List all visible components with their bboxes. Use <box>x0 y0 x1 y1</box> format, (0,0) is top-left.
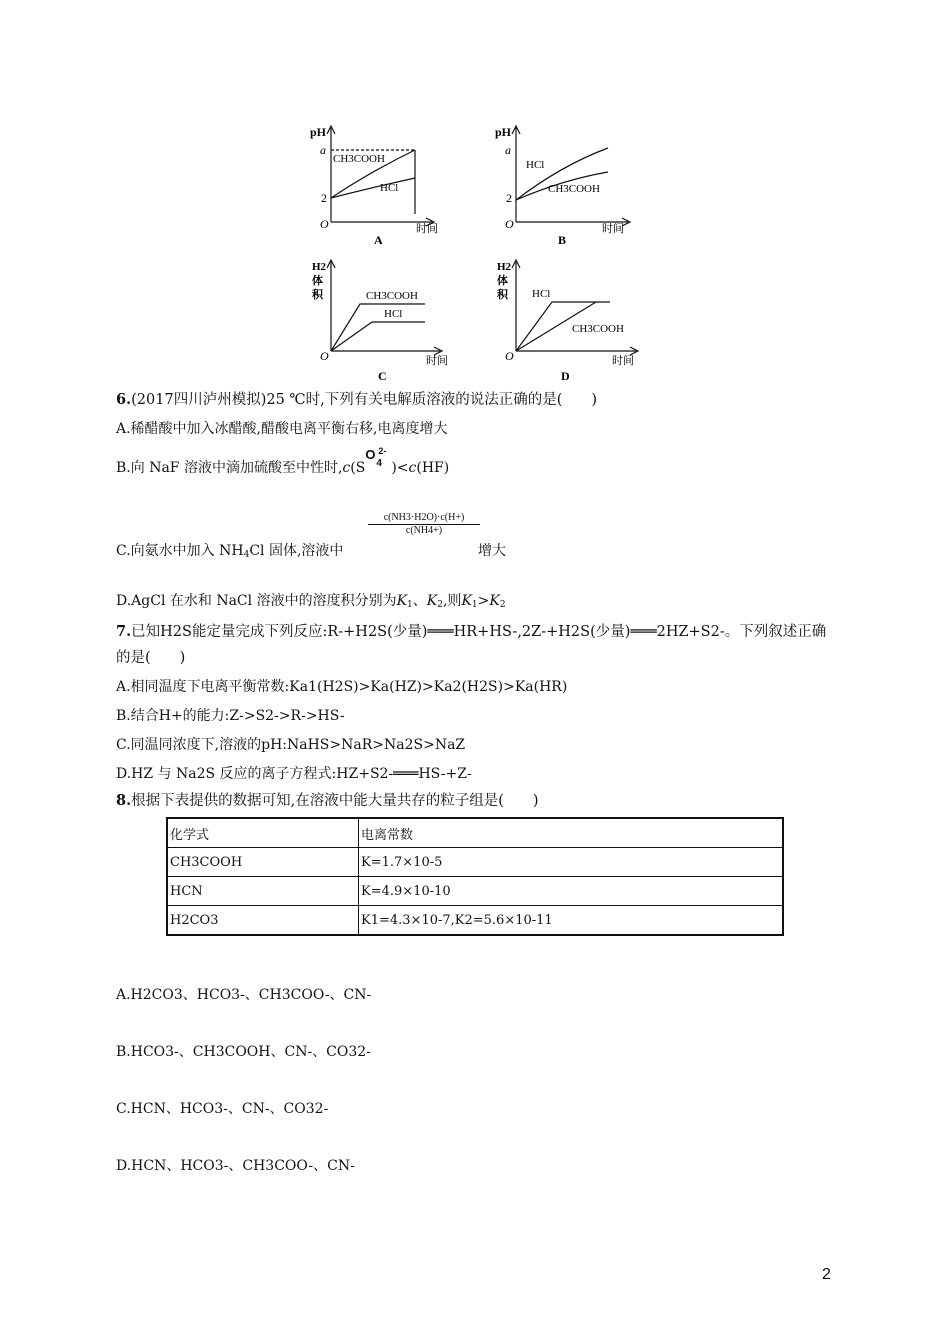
graph-a-curve-upper: CH3COOH <box>333 153 385 165</box>
ionization-constants-table <box>166 817 784 936</box>
graph-b-curve-upper: HCl <box>526 159 545 171</box>
graph-d-origin: O <box>505 349 514 363</box>
graph-b-curve-lower: CH3COOH <box>548 183 600 195</box>
q8-number: 8. <box>116 792 132 809</box>
q7-stem-line2: 的是( ) <box>116 650 186 666</box>
graph-a-tick-2: 2 <box>321 191 327 205</box>
q6-option-d: D.AgCl 在水和 NaCl 溶液中的溶度积分别为$K_1$、$K_2$,则$K_1>K_2$ <box>116 593 506 610</box>
q7-number: 7. <box>116 623 132 640</box>
q8-option-a: A.H2CO3、HCO3-、CH3COO-、CN- <box>116 987 372 1003</box>
table-cell: K=1.7×10-5 <box>359 848 784 877</box>
graph-b-tick-2: 2 <box>506 191 512 205</box>
q7-option-d: D.HZ 与 Na2S 反应的离子方程式:HZ+S2-═══HS-+Z- <box>116 766 472 782</box>
table-row <box>167 848 783 877</box>
graph-c-xaxis: 时间 <box>426 355 448 367</box>
graph-b-tick-a: a <box>505 143 511 157</box>
table-cell: HCN <box>167 877 359 906</box>
graph-c-curve-upper: CH3COOH <box>366 290 418 302</box>
table-row <box>167 877 783 906</box>
q7-option-c: C.同温同浓度下,溶液的pH:NaHS>NaR>Na2S>NaZ <box>116 737 466 753</box>
graph-a-yaxis: pH <box>310 125 327 139</box>
q7-stem-line1: 7.已知H2S能定量完成下列反应:R-+H2S(少量)═══HR+HS-,2Z-+H2S(少量)═══2HZ+S2-。下列叙述正确 <box>116 623 827 640</box>
graph-b-label: B <box>558 233 567 247</box>
graph-b-origin: O <box>505 217 514 231</box>
fraction-numerator: c(NH3·H2O)·c(H+) <box>368 512 480 525</box>
graph-c-yaxis-2: 体 <box>312 275 323 287</box>
sulfate-ion-glyph: O 2- 4 <box>365 446 387 469</box>
graph-a <box>300 120 450 250</box>
table-row <box>167 906 783 936</box>
graph-a-xaxis: 时间 <box>416 223 438 235</box>
q6-option-a: A.稀醋酸中加入冰醋酸,醋酸电离平衡右移,电离度增大 <box>116 421 448 437</box>
graph-b-xaxis: 时间 <box>602 223 624 235</box>
table-header-row <box>167 818 783 848</box>
q8-option-d: D.HCN、HCO3-、CH3COO-、CN- <box>116 1158 355 1174</box>
graph-c-origin: O <box>320 349 329 363</box>
q6-c-fraction <box>368 512 480 536</box>
graph-d-yaxis-3: 积 <box>497 289 508 301</box>
table-cell: H2CO3 <box>167 906 359 936</box>
graph-a-origin: O <box>320 217 329 231</box>
graph-d-curve-lower: CH3COOH <box>572 323 624 335</box>
graph-d <box>492 254 652 384</box>
table-header-formula: 化学式 <box>167 818 359 848</box>
table-cell: CH3COOH <box>167 848 359 877</box>
graph-d-yaxis-1: H2 <box>497 261 512 273</box>
q8-stem: 8.根据下表提供的数据可知,在溶液中能大量共存的粒子组是( ) <box>116 792 539 809</box>
table-header-constant: 电离常数 <box>359 818 784 848</box>
q6-option-c-tail: 增大 <box>478 543 506 559</box>
graph-b-yaxis: pH <box>495 125 512 139</box>
graph-c-yaxis-3: 积 <box>312 289 323 301</box>
graph-c <box>300 254 460 384</box>
q6-stem <box>116 390 597 410</box>
graph-a-curve-lower: HCl <box>380 182 399 194</box>
q7-option-b: B.结合H+的能力:Z->S2->R->HS- <box>116 708 345 724</box>
graph-c-label: C <box>378 369 387 383</box>
q8-option-b: B.HCO3-、CH3COOH、CN-、CO32- <box>116 1044 371 1060</box>
graph-b <box>492 120 642 250</box>
q6-number: 6. <box>116 391 132 408</box>
page-number: 2 <box>822 1266 831 1283</box>
q6-option-b: B.向 NaF 溶液中滴加硫酸至中性时,c(S O 2- 4 )<c(HF) <box>116 446 450 476</box>
graph-d-yaxis-2: 体 <box>497 275 508 287</box>
q8-option-c: C.HCN、HCO3-、CN-、CO32- <box>116 1101 329 1117</box>
fraction-denominator: c(NH4+) <box>405 525 443 536</box>
graph-a-label: A <box>374 233 383 247</box>
graph-d-xaxis: 时间 <box>612 355 634 367</box>
graph-a-tick-a: a <box>320 143 326 157</box>
table-cell: K1=4.3×10-7,K2=5.6×10-11 <box>359 906 784 936</box>
q7-option-a: A.相同温度下电离平衡常数:Ka1(H2S)>Ka(HZ)>Ka2(H2S)>Ka(HR) <box>116 679 568 695</box>
graph-d-label: D <box>561 369 570 383</box>
graph-c-curve-lower: HCl <box>384 308 403 320</box>
graph-c-yaxis-1: H2 <box>312 261 327 273</box>
table-cell: K=4.9×10-10 <box>359 877 784 906</box>
q6-stem-text: (2017四川泸州模拟)25 ℃时,下列有关电解质溶液的说法正确的是( ) <box>131 392 598 408</box>
q6-option-c: C.向氨水中加入 $NH_4Cl$ 固体,溶液中 <box>116 543 344 560</box>
graph-d-curve-upper: HCl <box>532 288 551 300</box>
